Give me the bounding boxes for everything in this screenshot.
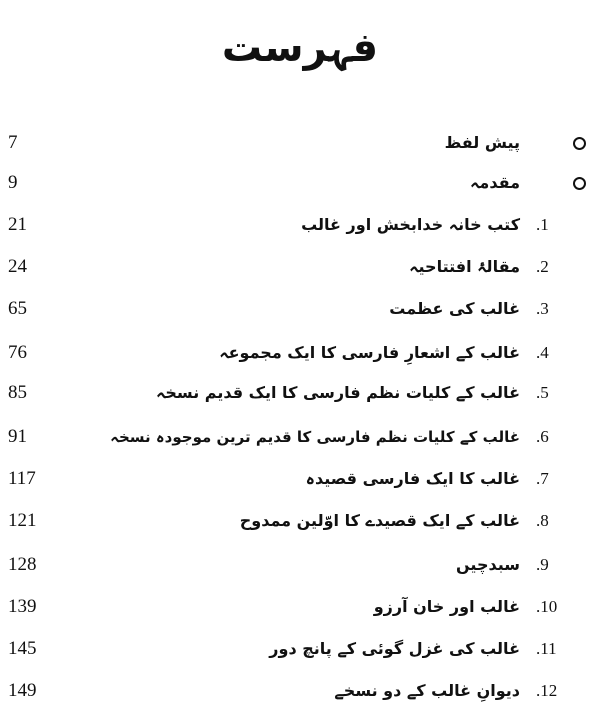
toc-row bbox=[0, 252, 600, 282]
toc-item-number: .3 bbox=[536, 299, 549, 318]
toc-page-number: 121 bbox=[8, 510, 37, 531]
toc-page-number: 149 bbox=[8, 680, 37, 701]
toc-entry-title: غالب کی غزل گوئی کے پانچ دور bbox=[269, 639, 520, 658]
toc-page-number: 145 bbox=[8, 638, 37, 659]
toc-row bbox=[0, 378, 600, 408]
toc-page-number: 7 bbox=[8, 132, 18, 153]
toc-item-number: .7 bbox=[536, 469, 549, 488]
toc-item-number: .12 bbox=[536, 681, 558, 700]
toc-item-number: .11 bbox=[536, 639, 557, 658]
circle-bullet-icon bbox=[573, 177, 586, 190]
toc-row bbox=[0, 128, 600, 158]
toc-row bbox=[0, 506, 600, 536]
toc-row bbox=[0, 338, 600, 368]
toc-item-number: .9 bbox=[536, 555, 549, 574]
toc-item-number: .5 bbox=[536, 383, 549, 402]
toc-row bbox=[0, 168, 600, 198]
toc-item-number: .4 bbox=[536, 343, 549, 362]
toc-row bbox=[0, 464, 600, 494]
toc-page-number: 91 bbox=[8, 426, 27, 447]
toc-page-number: 65 bbox=[8, 298, 27, 319]
toc-entry-title: غالب اور خان آرزو bbox=[373, 597, 520, 616]
toc-item-number: .6 bbox=[536, 427, 549, 446]
toc-item-number: .8 bbox=[536, 511, 549, 530]
toc-entry-title: غالب کی عظمت bbox=[389, 299, 520, 318]
toc-page-number: 24 bbox=[8, 256, 27, 277]
toc-page-number: 117 bbox=[8, 468, 36, 489]
toc-page-number: 128 bbox=[8, 554, 37, 575]
toc-entry-title: دیوانِ غالب کے دو نسخے bbox=[334, 681, 520, 700]
toc-page-number: 139 bbox=[8, 596, 37, 617]
toc-row bbox=[0, 422, 600, 452]
toc-entry-title: مقالۂ افتتاحیہ bbox=[409, 257, 520, 276]
toc-entry-title: غالب کا ایک فارسی قصیدہ bbox=[305, 469, 520, 488]
circle-bullet-icon bbox=[573, 137, 586, 150]
toc-entry-title: غالب کے اشعارِ فارسی کا ایک مجموعہ bbox=[219, 343, 520, 362]
toc-entry-title: غالب کے کلیات نظم فارسی کا قدیم ترین موجودہ نسخہ bbox=[110, 428, 520, 446]
toc-page-number: 9 bbox=[8, 172, 18, 193]
toc-row bbox=[0, 676, 600, 706]
toc-entry-title: غالب کے ایک قصیدے کا اوّلین ممدوح bbox=[239, 511, 520, 530]
toc-entry-title: سبدچیں bbox=[456, 555, 520, 574]
toc-page-number: 76 bbox=[8, 342, 27, 363]
toc-row bbox=[0, 294, 600, 324]
toc-row bbox=[0, 592, 600, 622]
toc-page-number: 85 bbox=[8, 382, 27, 403]
toc-page-number: 21 bbox=[8, 214, 27, 235]
toc-row bbox=[0, 550, 600, 580]
toc-item-number: .10 bbox=[536, 597, 558, 616]
toc-item-number: .1 bbox=[536, 215, 549, 234]
toc-entry-title: مقدمہ bbox=[470, 173, 520, 192]
toc-entry-title: غالب کے کلیات نظم فارسی کا ایک قدیم نسخہ bbox=[156, 383, 520, 402]
toc-row bbox=[0, 634, 600, 664]
toc-entry-title: کتب خانہ خدابخش اور غالب bbox=[301, 215, 520, 234]
toc-item-number: .2 bbox=[536, 257, 549, 276]
page-title: فہرست bbox=[221, 25, 379, 71]
toc-row bbox=[0, 210, 600, 240]
toc-entry-title: پیش لفظ bbox=[444, 133, 520, 152]
